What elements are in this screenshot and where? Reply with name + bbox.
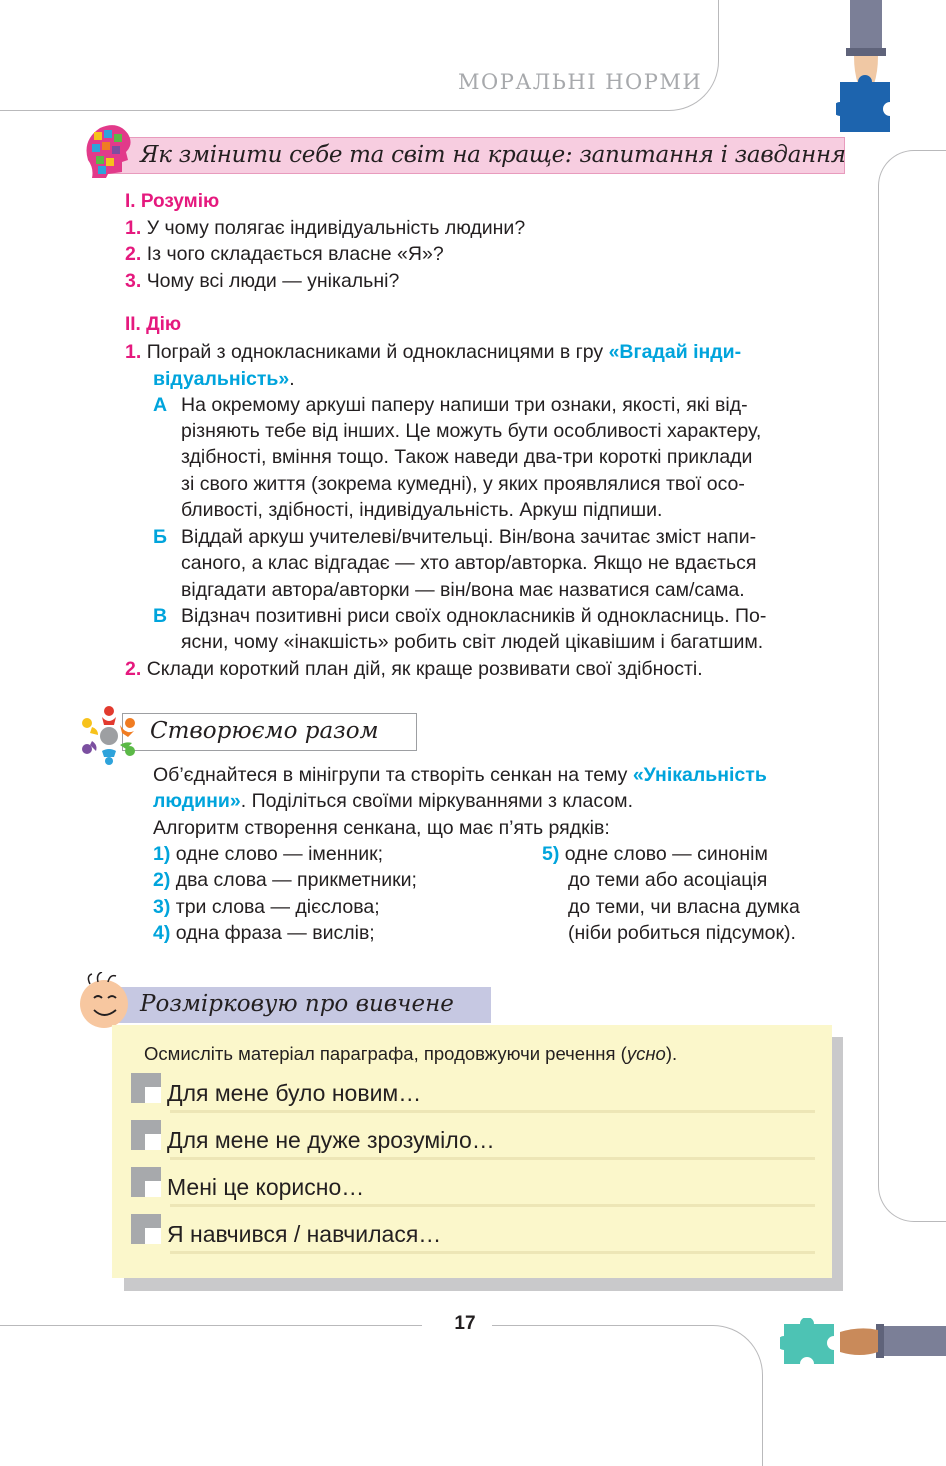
writing-line bbox=[170, 1110, 815, 1113]
puzzle-hand-icon bbox=[780, 1318, 946, 1370]
head-mosaic-icon bbox=[78, 120, 138, 180]
reflection-prompt: Для мене не дуже зрозуміло… bbox=[167, 1127, 495, 1153]
step-text: (ніби робиться підсумок). bbox=[568, 922, 796, 944]
step-item bbox=[153, 920, 375, 947]
item-text: Склади короткий план дій, як краще розвивати свої здібності. bbox=[146, 658, 703, 680]
step-item bbox=[542, 841, 768, 868]
subitem-line: саного, а клас відгадає — хто автор/авторка. Якщо не вдається bbox=[181, 552, 757, 574]
item-number: 2. bbox=[125, 243, 142, 265]
item-text: Чому всі люди — унікальні? bbox=[146, 270, 400, 292]
puzzle-hand-icon bbox=[836, 0, 896, 150]
list-item bbox=[125, 268, 399, 295]
reflection-prompt: Мені це корисно… bbox=[167, 1174, 365, 1200]
step-number: 2) bbox=[153, 869, 171, 891]
item-number: 2. bbox=[125, 658, 142, 680]
running-head: МОРАЛЬНІ НОРМИ bbox=[458, 70, 703, 94]
reflection-prompt: Я навчився / навчилася… bbox=[167, 1221, 442, 1247]
game-name: «Вгадай інди- bbox=[608, 341, 742, 363]
topic-name: «Унікальність bbox=[632, 764, 767, 786]
step-text: одне слово — іменник; bbox=[175, 843, 384, 865]
list-item-continuation bbox=[153, 366, 295, 393]
subitem-line: бливості, здібності, індивідуальність. Аркуш підпиши. bbox=[181, 499, 663, 521]
step-item bbox=[153, 867, 417, 894]
page-frame-bottom-left bbox=[0, 1325, 422, 1326]
step-number: 4) bbox=[153, 922, 171, 944]
intro-text: . Поділіться своїми міркуваннями з класом. bbox=[240, 790, 633, 812]
writing-line bbox=[170, 1204, 815, 1207]
subitem-text: Відзнач позитивні риси своїх однокласників й однокласниць. По- bbox=[181, 605, 767, 627]
smiling-face-icon bbox=[76, 972, 132, 1028]
list-item bbox=[125, 241, 444, 268]
item-number: 1. bbox=[125, 217, 142, 239]
paragraph-line bbox=[153, 762, 767, 789]
intro-text: Об’єднайтеся в мінігрупи та створіть сенкан на тему bbox=[153, 764, 633, 786]
step-text: три слова — дієслова; bbox=[175, 896, 380, 918]
item-text: . bbox=[289, 368, 295, 390]
subitem-line: зі свого життя (зокрема кумедні), у яких проявлялися твої осо- bbox=[181, 473, 745, 495]
subitem-letter: В bbox=[153, 605, 168, 627]
paragraph-line bbox=[153, 788, 633, 815]
page-frame-bottom-right bbox=[492, 1325, 763, 1466]
writing-line bbox=[170, 1157, 815, 1160]
subitem-line: відгадати автора/авторки — він/вона має назватися сам/сама. bbox=[181, 579, 745, 601]
intro-text: Осмисліть матеріал параграфа, продовжуючи речення ( bbox=[144, 1043, 627, 1064]
reflection-intro bbox=[144, 1043, 677, 1065]
subitem-line: ясни, чому «інакшість» робить світ людей цікавішим і багатшим. bbox=[181, 631, 764, 653]
item-number: 3. bbox=[125, 270, 142, 292]
list-item bbox=[125, 215, 525, 242]
reflection-prompt: Для мене було новим… bbox=[167, 1080, 422, 1106]
part-heading: II. Дію bbox=[125, 314, 182, 335]
subitem-line bbox=[153, 392, 748, 419]
page-frame-top bbox=[0, 0, 719, 111]
intro-text: ). bbox=[665, 1043, 678, 1064]
step-text: одна фраза — вислів; bbox=[175, 922, 375, 944]
subitem-line bbox=[153, 603, 766, 630]
item-text: Із чого складається власне «Я»? bbox=[146, 243, 444, 265]
algorithm-text: Алгоритм створення сенкана, що має п’ять рядків: bbox=[153, 817, 610, 839]
section-title: Створюємо разом bbox=[150, 718, 379, 744]
checkbox-icon bbox=[131, 1167, 161, 1197]
page-frame-right bbox=[878, 150, 946, 1222]
step-item bbox=[153, 894, 380, 921]
checkbox-icon bbox=[131, 1120, 161, 1150]
step-number: 5) bbox=[542, 843, 560, 865]
writing-line bbox=[170, 1251, 815, 1254]
step-text: два слова — прикметники; bbox=[175, 869, 417, 891]
section-title: Розмірковую про вивчене bbox=[140, 991, 454, 1017]
game-name: відуальність» bbox=[153, 368, 290, 390]
list-item bbox=[125, 656, 703, 683]
intro-italic: усно bbox=[626, 1043, 666, 1064]
subitem-line bbox=[153, 524, 756, 551]
checkbox-icon bbox=[131, 1214, 161, 1244]
topic-name: людини» bbox=[153, 790, 241, 812]
list-item bbox=[125, 339, 741, 366]
item-number: 1. bbox=[125, 341, 142, 363]
checkbox-icon bbox=[131, 1073, 161, 1103]
subitem-text: На окремому аркуші паперу напиши три ознаки, якості, які від- bbox=[181, 394, 748, 416]
step-text: одне слово — синонім bbox=[564, 843, 768, 865]
step-number: 3) bbox=[153, 896, 171, 918]
teamwork-people-icon bbox=[78, 703, 140, 765]
step-item bbox=[153, 841, 383, 868]
subitem-text: Віддай аркуш учителеві/вчительці. Він/вона зачитає зміст напи- bbox=[181, 526, 757, 548]
item-text: У чому полягає індивідуальність людини? bbox=[146, 217, 526, 239]
page-number: 17 bbox=[445, 1313, 485, 1335]
part-heading: I. Розумію bbox=[125, 191, 220, 212]
section-title: Як змінити себе та світ на краще: запитання і завдання bbox=[140, 142, 846, 168]
step-text: до теми або асоціація bbox=[568, 869, 768, 891]
item-text: Пограй з однокласниками й однокласницями в гру bbox=[146, 341, 609, 363]
subitem-line: здібності, вміння тощо. Також наведи два-три короткі приклади bbox=[181, 446, 753, 468]
subitem-letter: Б bbox=[153, 526, 168, 548]
step-text: до теми, чи власна думка bbox=[568, 896, 800, 918]
subitem-line: різняють тебе від інших. Це можуть бути особливості характеру, bbox=[181, 420, 762, 442]
subitem-letter: А bbox=[153, 394, 168, 416]
step-number: 1) bbox=[153, 843, 171, 865]
